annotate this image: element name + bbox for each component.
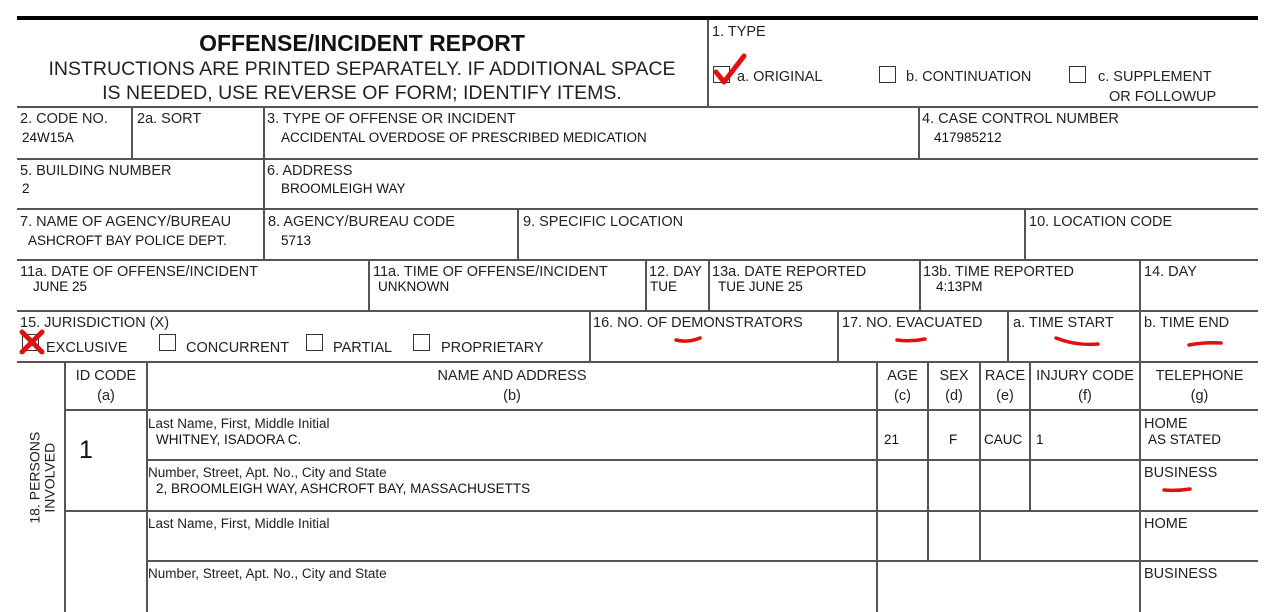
time-end-label: b. TIME END bbox=[1144, 315, 1230, 331]
date-reported-label: 13a. DATE REPORTED bbox=[712, 264, 867, 280]
type-original-label: a. ORIGINAL bbox=[737, 69, 823, 85]
date-offense-value[interactable]: JUNE 25 bbox=[33, 279, 88, 294]
type-supplement-label-2: OR FOLLOWUP bbox=[1109, 89, 1217, 105]
day-value[interactable]: TUE bbox=[650, 279, 677, 294]
telephone-header: TELEPHONE bbox=[1155, 368, 1244, 384]
sort-label: 2a. SORT bbox=[137, 111, 202, 127]
jurisdiction-label: 15. JURISDICTION (X) bbox=[20, 315, 170, 331]
offense-type-value[interactable]: ACCIDENTAL OVERDOSE OF PRESCRIBED MEDICATION bbox=[281, 130, 647, 145]
building-number-label: 5. BUILDING NUMBER bbox=[20, 163, 172, 179]
person-1-name[interactable]: WHITNEY, ISADORA C. bbox=[156, 432, 302, 447]
type-continuation-label: b. CONTINUATION bbox=[906, 69, 1032, 85]
demonstrators-label: 16. NO. OF DEMONSTRATORS bbox=[593, 315, 803, 331]
person-2-business-label: BUSINESS bbox=[1144, 566, 1218, 582]
type-supplement-checkbox[interactable] bbox=[1069, 66, 1086, 83]
persons-involved-section-label: 18. PERSONS INVOLVED bbox=[26, 431, 57, 524]
instructions-line-2: IS NEEDED, USE REVERSE OF FORM; IDENTIFY ITEMS. bbox=[102, 82, 622, 104]
red-underline-mark bbox=[674, 334, 702, 346]
time-offense-value[interactable]: UNKNOWN bbox=[378, 279, 450, 294]
name-address-header: NAME AND ADDRESS bbox=[437, 368, 587, 384]
jurisdiction-proprietary-checkbox[interactable] bbox=[413, 334, 430, 351]
day-label: 12. DAY bbox=[649, 264, 702, 280]
person-1-address-label: Number, Street, Apt. No., City and State bbox=[148, 465, 387, 480]
time-reported-value[interactable]: 4:13PM bbox=[936, 279, 983, 294]
age-header: AGE bbox=[887, 368, 918, 384]
person-1-age[interactable]: 21 bbox=[884, 432, 900, 447]
building-number-value[interactable]: 2 bbox=[22, 181, 30, 196]
person-1-business-label: BUSINESS bbox=[1144, 465, 1218, 481]
person-1-home-phone[interactable]: AS STATED bbox=[1148, 432, 1222, 447]
person-1-race[interactable]: CAUC bbox=[984, 432, 1023, 447]
race-header: RACE bbox=[984, 368, 1026, 384]
person-2-home-label: HOME bbox=[1144, 516, 1188, 532]
injury-code-subheader: (f) bbox=[1078, 388, 1092, 404]
sex-header: SEX bbox=[939, 368, 969, 384]
jurisdiction-proprietary-label: PROPRIETARY bbox=[441, 340, 544, 356]
id-code-subheader: (a) bbox=[97, 388, 115, 404]
type-label: 1. TYPE bbox=[712, 24, 766, 40]
jurisdiction-concurrent-checkbox[interactable] bbox=[159, 334, 176, 351]
person-1-address[interactable]: 2, BROOMLEIGH WAY, ASHCROFT BAY, MASSACHUSETTS bbox=[156, 481, 531, 496]
age-subheader: (c) bbox=[894, 388, 911, 404]
address-label: 6. ADDRESS bbox=[267, 163, 353, 179]
injury-code-header: INJURY CODE bbox=[1036, 368, 1134, 384]
name-address-subheader: (b) bbox=[503, 388, 521, 404]
person-1-sex[interactable]: F bbox=[949, 432, 958, 447]
evacuated-label: 17. NO. EVACUATED bbox=[842, 315, 983, 331]
person-2-address-label: Number, Street, Apt. No., City and State bbox=[148, 566, 387, 581]
red-underline-mark bbox=[895, 334, 927, 346]
form-title: OFFENSE/INCIDENT REPORT bbox=[199, 30, 525, 56]
jurisdiction-partial-label: PARTIAL bbox=[333, 340, 393, 356]
agency-code-label: 8. AGENCY/BUREAU CODE bbox=[268, 214, 455, 230]
telephone-subheader: (g) bbox=[1190, 388, 1209, 404]
type-supplement-label: c. SUPPLEMENT bbox=[1098, 69, 1212, 85]
location-code-label: 10. LOCATION CODE bbox=[1029, 214, 1173, 230]
type-continuation-checkbox[interactable] bbox=[879, 66, 896, 83]
person-1-id[interactable]: 1 bbox=[79, 436, 93, 464]
sex-subheader: (d) bbox=[945, 388, 963, 404]
agency-code-value[interactable]: 5713 bbox=[281, 233, 312, 248]
day14-label: 14. DAY bbox=[1144, 264, 1197, 280]
specific-location-label: 9. SPECIFIC LOCATION bbox=[523, 214, 684, 230]
code-no-label: 2. CODE NO. bbox=[20, 111, 108, 127]
code-no-value[interactable]: 24W15A bbox=[22, 130, 74, 145]
red-underline-mark bbox=[1162, 484, 1192, 496]
jurisdiction-partial-checkbox[interactable] bbox=[306, 334, 323, 351]
date-offense-label: 11a. DATE OF OFFENSE/INCIDENT bbox=[20, 264, 258, 280]
red-underline-mark bbox=[1187, 338, 1223, 350]
person-1-home-label: HOME bbox=[1144, 416, 1188, 432]
red-x-icon bbox=[18, 328, 48, 356]
person-1-injury[interactable]: 1 bbox=[1036, 432, 1044, 447]
jurisdiction-exclusive-label: EXCLUSIVE bbox=[46, 340, 128, 356]
time-reported-label: 13b. TIME REPORTED bbox=[923, 264, 1074, 280]
agency-name-value[interactable]: ASHCROFT BAY POLICE DEPT. bbox=[28, 233, 227, 248]
offense-type-label: 3. TYPE OF OFFENSE OR INCIDENT bbox=[267, 111, 516, 127]
instructions-line-1: INSTRUCTIONS ARE PRINTED SEPARATELY. IF ADDITIONAL SPACE bbox=[48, 58, 676, 80]
address-value[interactable]: BROOMLEIGH WAY bbox=[281, 181, 406, 196]
agency-name-label: 7. NAME OF AGENCY/BUREAU bbox=[20, 214, 232, 230]
race-subheader: (e) bbox=[996, 388, 1014, 404]
jurisdiction-concurrent-label: CONCURRENT bbox=[186, 340, 290, 356]
top-rule bbox=[17, 16, 1258, 20]
case-control-value[interactable]: 417985212 bbox=[934, 130, 1002, 145]
person-2-name-label: Last Name, First, Middle Initial bbox=[148, 516, 330, 531]
person-1-name-label: Last Name, First, Middle Initial bbox=[148, 416, 330, 431]
date-reported-value[interactable]: TUE JUNE 25 bbox=[718, 279, 803, 294]
time-start-label: a. TIME START bbox=[1013, 315, 1114, 331]
case-control-label: 4. CASE CONTROL NUMBER bbox=[922, 111, 1119, 127]
time-offense-label: 11a. TIME OF OFFENSE/INCIDENT bbox=[373, 264, 608, 280]
id-code-header: ID CODE bbox=[75, 368, 137, 384]
red-underline-mark bbox=[1054, 334, 1100, 350]
